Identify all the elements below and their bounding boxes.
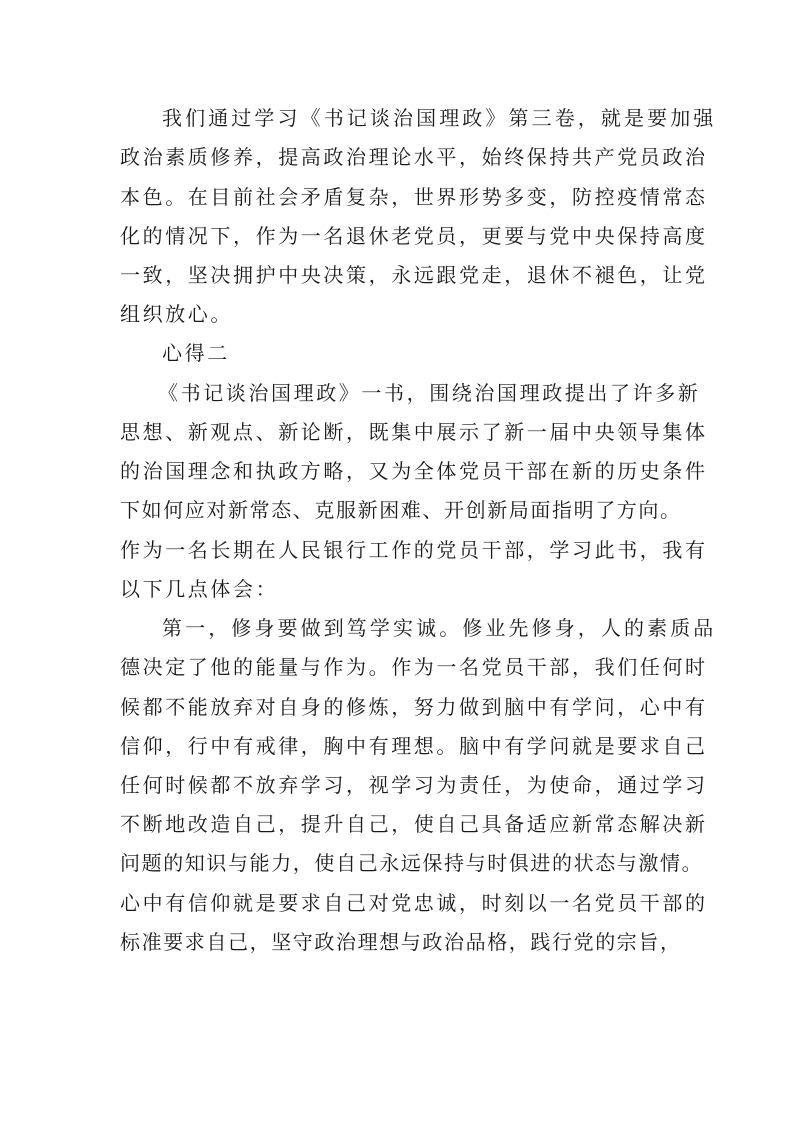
paragraph-3-line-9: 标准要求自己，坚守政治理想与政治品格，践行党的宗旨， bbox=[120, 930, 682, 954]
paragraph-3-line-8: 心中有信仰就是要求自己对党忠诚，时刻以一名党员干部的 bbox=[120, 891, 708, 915]
paragraph-3-line-4: 信仰，行中有戒律，胸中有理想。脑中有学问就是要求自己 bbox=[120, 734, 708, 758]
paragraph-2-line-4: 下如何应对新常态、克服新困难、开创新局面指明了方向。 bbox=[120, 498, 682, 522]
paragraph-3-line-2: 德决定了他的能量与作为。作为一名党员干部，我们任何时 bbox=[120, 655, 708, 679]
paragraph-2-line-5: 作为一名长期在人民银行工作的党员干部，学习此书，我有 bbox=[120, 538, 708, 562]
paragraph-3-line-5: 任何时候都不放弃学习，视学习为责任，为使命，通过学习 bbox=[120, 773, 708, 797]
paragraph-1-line-2: 政治素质修养，提高政治理论水平，始终保持共产党员政治 bbox=[120, 145, 708, 169]
paragraph-3-line-1: 第一，修身要做到笃学实诚。修业先修身，人的素质品 bbox=[162, 616, 717, 640]
paragraph-1-line-3: 本色。在目前社会矛盾复杂，世界形势多变，防控疫情常态 bbox=[120, 185, 708, 209]
paragraph-2-line-2: 思想、新观点、新论断，既集中展示了新一届中央领导集体 bbox=[120, 420, 708, 444]
paragraph-2-line-3: 的治国理念和执政方略，又为全体党员干部在新的历史条件 bbox=[120, 459, 708, 483]
paragraph-3-line-7: 问题的知识与能力，使自己永远保持与时俱进的状态与激情。 bbox=[120, 851, 704, 875]
paragraph-1-line-4: 化的情况下，作为一名退休老党员，更要与党中央保持高度 bbox=[120, 224, 708, 248]
paragraph-3-line-6: 不断地改造自己，提升自己，使自己具备适应新常态解决新 bbox=[120, 812, 708, 836]
paragraph-1-line-6: 组织放心。 bbox=[120, 302, 233, 326]
paragraph-2-line-6: 以下几点体会： bbox=[120, 577, 279, 601]
paragraph-1-line-1: 我们通过学习《书记谈治国理政》第三卷，就是要加强 bbox=[162, 106, 717, 130]
paragraph-3-line-3: 候都不能放弃对自身的修炼，努力做到脑中有学问，心中有 bbox=[120, 695, 708, 719]
paragraph-1-line-5: 一致，坚决拥护中央决策，永远跟党走，退休不褪色，让党 bbox=[120, 263, 708, 287]
section-heading: 心得二 bbox=[162, 341, 230, 365]
paragraph-2-line-1: 《书记谈治国理政》一书，围绕治国理政提出了许多新 bbox=[158, 381, 701, 405]
